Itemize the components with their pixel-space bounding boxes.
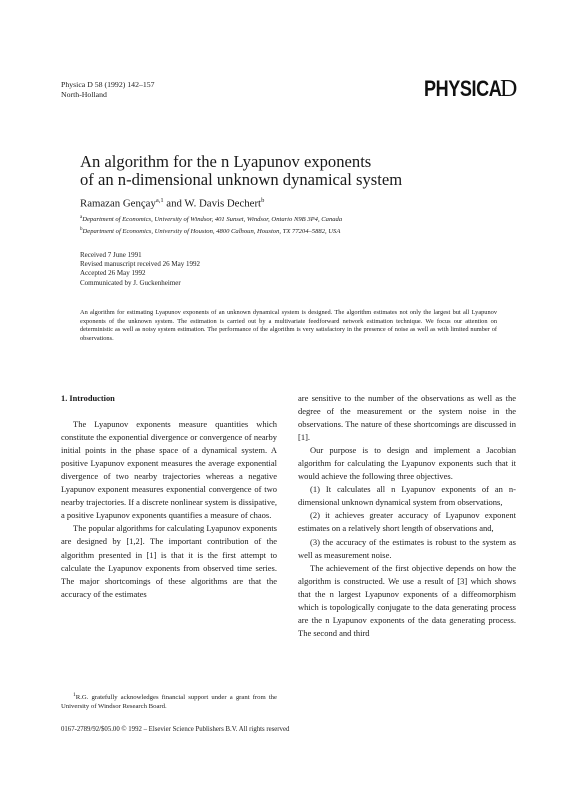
affiliation-a-text: Department of Economics, University of Windsor, 401 Sunset, Windsor, Ontario N9B 3P4, Canada <box>82 216 343 224</box>
copyright-line: 0167-2789/92/$05.00 © 1992 – Elsevier Science Publishers B.V. All rights reserved <box>61 726 290 733</box>
paragraph: The popular algorithms for calculating Lyapunov exponents are designed by [1,2]. The important contribution of the algorithm presented in [1] is that it is the first attempt to calculate the Lyapunov exponents from observed time series. The major shortcomings of these algorithms are that the accuracy of the estimates <box>61 523 277 599</box>
affiliation-b-mark: b <box>80 226 83 232</box>
article-history <box>80 251 200 288</box>
received-date: Received 7 June 1991 <box>80 251 142 259</box>
objective-item: (2) it achieves greater accuracy of Lyapunov exponent estimates on a relatively short length of observations and, <box>298 510 516 534</box>
author-1-name: Ramazan Gençay <box>80 197 156 210</box>
journal-logo: PHYSICA <box>424 76 502 101</box>
right-column <box>298 392 516 640</box>
affiliation-b-text: Department of Economics, University of Houston, 4800 Calhoun, Houston, TX 77204–5882, USA <box>82 227 341 235</box>
article-title <box>80 153 500 189</box>
title-line-1 <box>80 153 500 171</box>
publisher-name: North-Holland <box>61 90 107 99</box>
communicated-by: Communicated by J. Guckenheimer <box>80 278 181 287</box>
objective-item: (1) It calculates all n Lyapunov exponents of an n-dimensional unknown dynamical system from observations, <box>298 484 516 508</box>
title-line-2-text: of an n-dimensional unknown dynamical system <box>80 170 403 189</box>
title-line-1-text: An algorithm for the n Lyapunov exponents <box>80 152 372 171</box>
author-list <box>80 197 264 210</box>
section-heading: 1. Introduction <box>61 394 115 403</box>
affiliation-a <box>80 213 342 225</box>
affiliation-b <box>80 225 342 237</box>
footnote-mark: 1 <box>73 692 76 698</box>
footnote <box>61 691 277 711</box>
author-2-name: and W. Davis Dechert <box>163 197 262 210</box>
footnote-text: R.G. gratefully acknowledges financial support under a grant from the University of Windsor Research Board. <box>61 694 277 711</box>
journal-reference <box>61 80 155 100</box>
paragraph: are sensitive to the number of the observations as well as the degree of the measurement or the system noise in the observations. The nature of these shortcomings are discussed in [1]. <box>298 393 516 443</box>
affiliation-a-mark: a <box>80 215 83 220</box>
journal-logo-letter: D <box>500 76 518 102</box>
paragraph: The achievement of the first objective depends on how the algorithm is constructed. We use a result of [3] which shows that the n largest Lyapunov exponents of a diffeomorphism which is topologically conjugate to the data generating process are the n Lyapunov exponents of the data generating process. The second and third <box>298 562 516 638</box>
revised-date: Revised manuscript received 26 May 1992 <box>80 260 200 269</box>
paragraph: Our purpose is to design and implement a Jacobian algorithm for calculating the Lyapunov exponents such that it would achieve the following three objectives. <box>298 445 516 482</box>
author-1-affil-mark: a,1 <box>155 197 164 204</box>
objective-item: (3) the accuracy of the estimates is robust to the system as well as measurement noise. <box>298 536 516 560</box>
affiliations <box>80 213 342 236</box>
author-2-affil-mark: b <box>261 197 265 204</box>
paragraph: The Lyapunov exponents measure quantities which constitute the exponential divergence or convergence of nearby initial points in the phase space of a dynamical system. A positive Lyapunov exponent measures the average exponential divergence of two nearby trajectories whereas a negative Lyapunov exponent measures exponential convergence of two nearby trajectories. If a discrete nonlinear system is dissipative, a positive Lyapunov exponents quantifies a measure of chaos. <box>61 419 277 521</box>
journal-citation: Physica D 58 (1992) 142–157 <box>61 80 155 89</box>
title-line-2 <box>80 171 500 189</box>
abstract: An algorithm for estimating Lyapunov exponents of an unknown dynamical system is designed. The algorithm estimates not only the largest but all Lyapunov exponents of the unknown system. The estimation is carried out by a multivariate feedforward network estimation technique. We focus our attention on deterministic as well as noisy system estimation. The performance of the algorithm is very satisfactory in the presence of noise as well as with limited number of observations. <box>80 309 497 342</box>
left-column <box>61 392 277 601</box>
accepted-date: Accepted 26 May 1992 <box>80 269 146 278</box>
